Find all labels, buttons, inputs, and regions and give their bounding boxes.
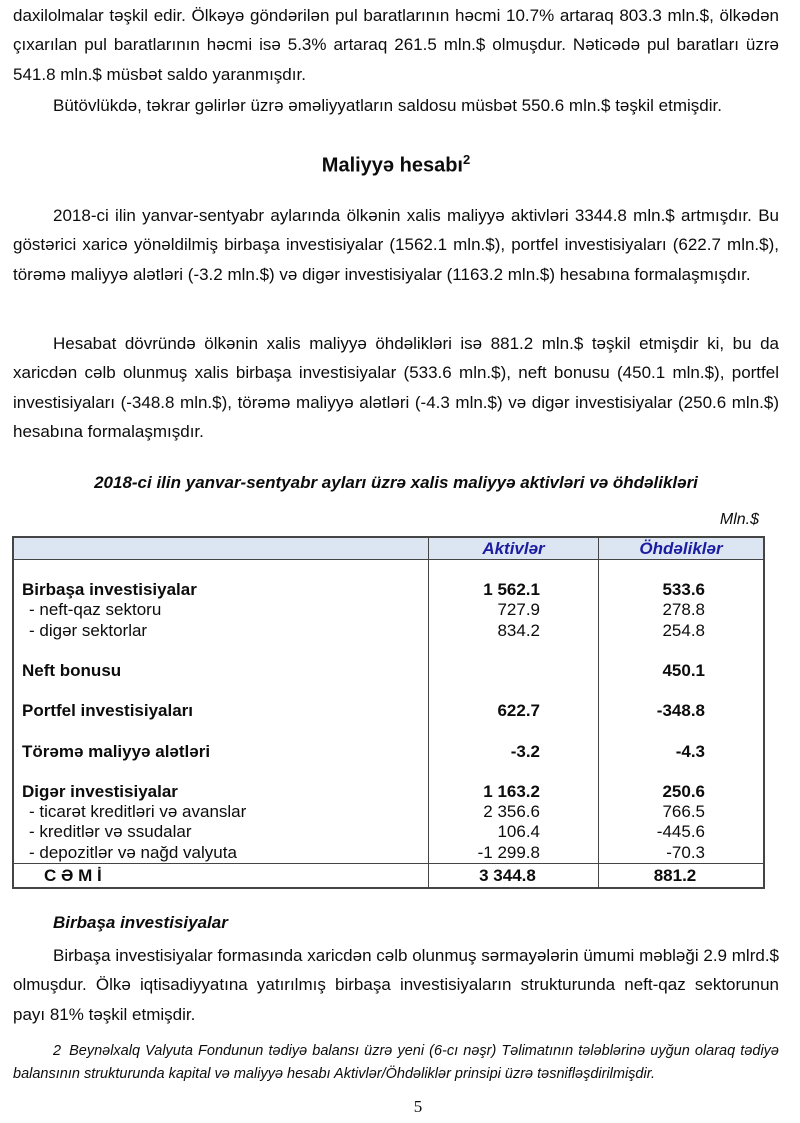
table-row	[14, 782, 763, 802]
table-spacer-row	[14, 681, 763, 701]
cell-ohdelikler: -445.6	[598, 822, 763, 842]
footnote-marker: 2	[53, 1043, 62, 1059]
cell-label: Portfel investisiyaları	[22, 701, 194, 721]
subsection-heading: Birbaşa investisiyalar	[53, 913, 228, 932]
cell-aktivler: 106.4	[428, 822, 598, 842]
cell-total-label: C Ə M İ	[44, 865, 102, 885]
paragraph-remittances: daxilolmalar təşkil edir. Ölkəyə göndərilən pul baratlarının həcmi 10.7% artaraq 803.3 mln.$, ölkədən çıxarılan pul baratlarının həcmi isə 5.3% artaraq 261.5 mln.$ olmuşdur. Nəticədə pul baratları üzrə 541.8 mln.$ müsbət saldo yaranmışdır.	[13, 6, 779, 84]
cell-aktivler: 727.9	[428, 600, 598, 620]
cell-aktivler: -3.2	[428, 742, 598, 762]
cell-ohdelikler: 533.6	[598, 580, 763, 600]
cell-aktivler: 834.2	[428, 621, 598, 641]
cell-label: Törəmə maliyyə alətləri	[22, 741, 211, 761]
table-spacer-row	[14, 641, 763, 661]
cell-ohdelikler: 254.8	[598, 621, 763, 641]
cell-aktivler: -1 299.8	[428, 843, 598, 863]
table-row	[14, 742, 763, 762]
table-spacer-row	[14, 762, 763, 782]
table-row	[14, 661, 763, 681]
cell-ohdelikler: -70.3	[598, 843, 763, 863]
cell-label: Birbaşa investisiyalar	[22, 580, 197, 600]
cell-ohdelikler: -4.3	[598, 742, 763, 762]
table-row	[14, 802, 763, 822]
cell-label: - digər sektorlar	[29, 620, 148, 640]
cell-ohdelikler: 250.6	[598, 782, 763, 802]
cell-aktivler: 622.7	[428, 701, 598, 721]
footnote-reference: 2	[462, 152, 471, 167]
cell-total-aktivler: 3 344.8	[428, 864, 598, 887]
section-heading-text: Maliyyə hesabı	[321, 154, 463, 177]
page-number: 5	[413, 1097, 423, 1116]
table-header-row	[14, 538, 763, 560]
cell-aktivler	[428, 661, 598, 681]
table-row	[14, 600, 763, 620]
cell-aktivler: 2 356.6	[428, 802, 598, 822]
cell-label: - ticarət kreditləri və avanslar	[29, 802, 247, 822]
financial-assets-liabilities-table	[12, 536, 765, 889]
cell-label: - depozitlər və nağd valyuta	[29, 842, 237, 862]
paragraph-direct-investments: Birbaşa investisiyalar formasında xaricdən cəlb olunmuş sərmayələrin ümumi məbləği 2.9 mlrd.$ olmuşdur. Ölkə iqtisadiyyatına yatırılmış birbaşa investisiyaların strukturunda neft-qaz sektorunun payı 81% təşkil etmişdir.	[13, 946, 779, 1024]
footnote-text: Beynəlxalq Valyuta Fondunun tədiyə balansı üzrə yeni (6-cı nəşr) Təlimatının tələblərinə uyğun olaraq tədiyə balansının strukturunda kapital və maliyyə hesabı Aktivlər/Öhdəliklər prinsipi üzrə təsnifləşdirilmişdir.	[13, 1043, 779, 1082]
cell-total-ohdelikler: 881.2	[598, 864, 763, 887]
table-row	[14, 822, 763, 842]
table-row	[14, 580, 763, 600]
table-total-row	[14, 863, 763, 887]
table-spacer-row	[14, 560, 763, 580]
cell-label: Digər investisiyalar	[22, 782, 178, 802]
cell-ohdelikler: 450.1	[598, 661, 763, 681]
table-spacer-row	[14, 722, 763, 742]
paragraph-net-financial-assets: 2018-ci ilin yanvar-sentyabr aylarında ölkənin xalis maliyyə aktivləri 3344.8 mln.$ artmışdır. Bu göstərici xaricə yönəldilmiş birbaşa investisiyalar (1562.1 mln.$), portfel investisiyaları (622.7 mln.$), törəmə maliyyə alətləri (-3.2 mln.$) və digər investisiyalar (1163.2 mln.$) hesabına formalaşmışdır.	[13, 206, 779, 284]
cell-label: Neft bonusu	[22, 660, 122, 680]
footnote	[13, 1040, 779, 1086]
section-heading	[13, 147, 779, 179]
paragraph-secondary-income-balance: Bütövlükdə, təkrar gəlirlər üzrə əməliyyatların saldosu müsbət 550.6 mln.$ təşkil etmişdir.	[53, 96, 722, 115]
table-row	[14, 701, 763, 721]
header-cell-empty	[14, 538, 428, 559]
table-caption: 2018-ci ilin yanvar-sentyabr ayları üzrə xalis maliyyə aktivləri və öhdəlikləri	[94, 473, 698, 492]
paragraph-net-financial-liabilities: Hesabat dövründə ölkənin xalis maliyyə öhdəlikləri isə 881.2 mln.$ təşkil etmişdir ki, bu da xaricdən cəlb olunmuş xalis birbaşa investisiyalar (533.6 mln.$), neft bonusu (450.1 mln.$), portfel investisiyaları (-348.8 mln.$), törəmə maliyyə alətləri (-4.3 mln.$) və digər investisiyalar (250.6 mln.$) hesabına formalaşmışdır.	[13, 334, 779, 442]
cell-label: - neft-qaz sektoru	[29, 600, 162, 620]
cell-ohdelikler: -348.8	[598, 701, 763, 721]
cell-aktivler: 1 562.1	[428, 580, 598, 600]
header-cell-ohdelikler: Öhdəliklər	[598, 538, 763, 559]
unit-label: Mln.$	[719, 511, 759, 528]
cell-ohdelikler: 278.8	[598, 600, 763, 620]
cell-label: - kreditlər və ssudalar	[29, 822, 192, 842]
table-row	[14, 843, 763, 863]
header-cell-aktivler: Aktivlər	[428, 538, 598, 559]
cell-ohdelikler: 766.5	[598, 802, 763, 822]
cell-aktivler: 1 163.2	[428, 782, 598, 802]
table-row	[14, 621, 763, 641]
